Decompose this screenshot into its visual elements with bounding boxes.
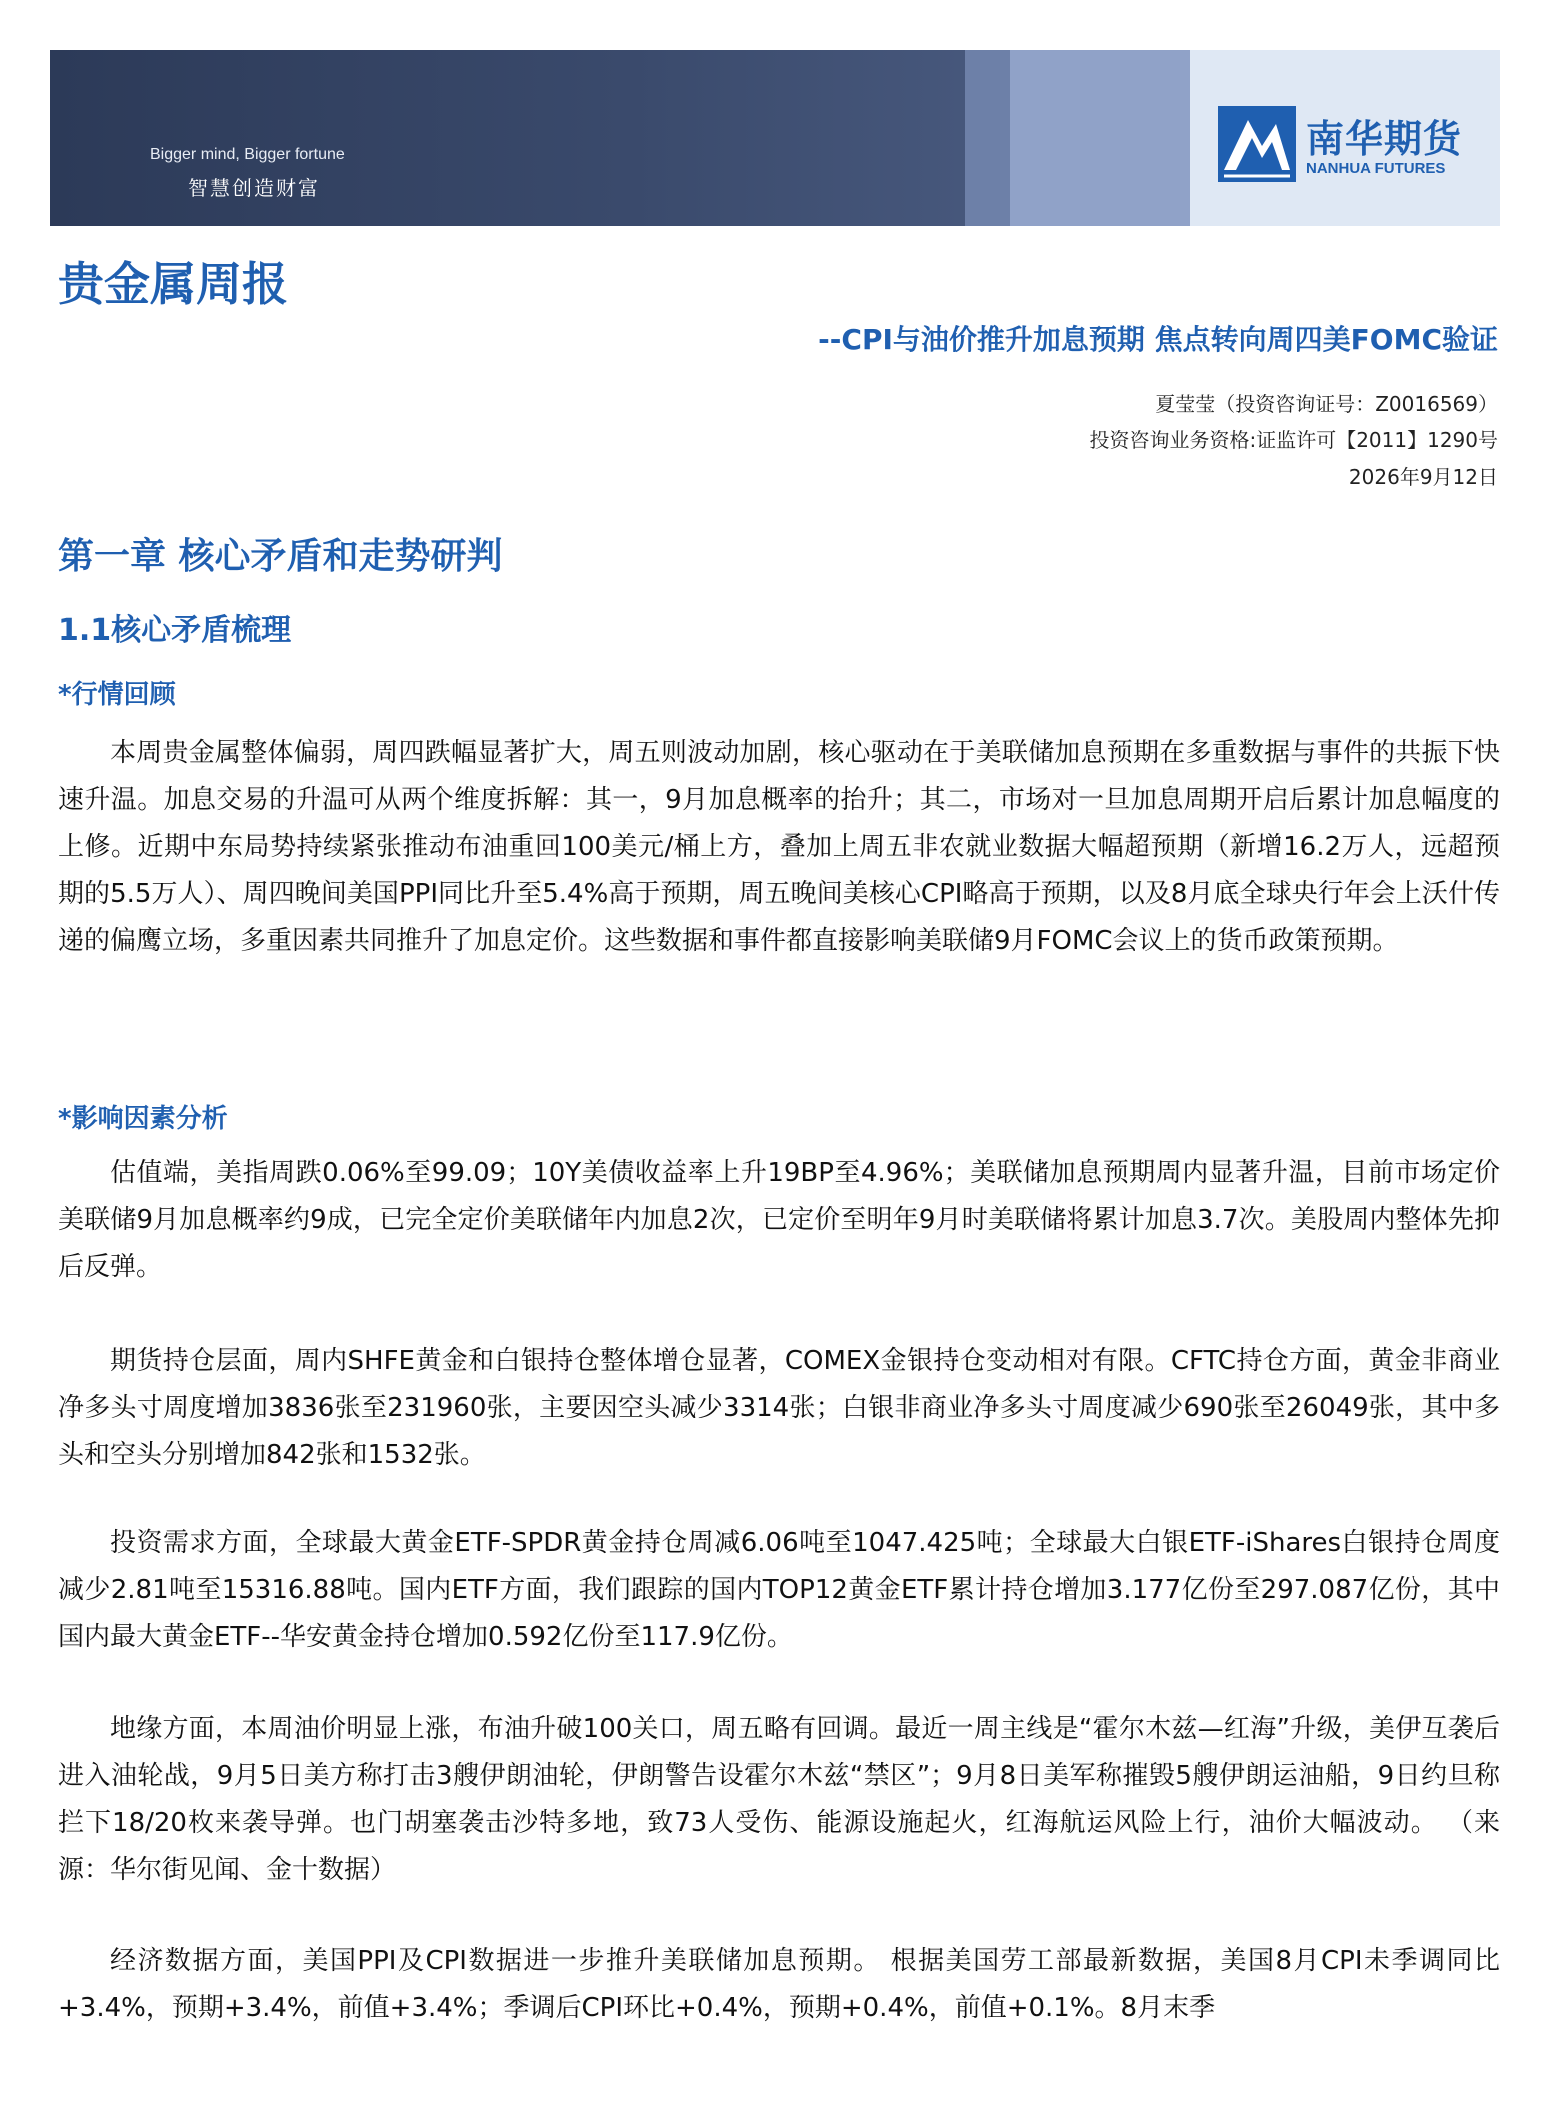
- subheading-market-review: *行情回顾: [58, 680, 176, 710]
- paragraph-valuation: 估值端，美指周跌0.06%至99.09；10Y美债收益率上升19BP至4.96%；美联储加息预期周内显著升温，目前市场定价美联储9月加息概率约9成，已完全定价美联储年内加息2次，已定价至明年9月时美联储将累计加息3.7次。美股周内整体先抑后反弹。: [58, 1158, 1500, 1282]
- paragraph-investment-demand: 投资需求方面，全球最大黄金ETF-SPDR黄金持仓周减6.06吨至1047.425吨；全球最大白银ETF-iShares白银持仓周度减少2.81吨至15316.88吨。国内ETF方面，我们跟踪的国内TOP12黄金ETF累计持仓增加3.177亿份至297.087亿份，其中国内最大黄金ETF--华安黄金持仓增加0.592亿份至117.9亿份。: [58, 1528, 1500, 1652]
- subheading-factor-analysis: *影响因素分析: [58, 1104, 228, 1134]
- banner-stripe: [965, 50, 1010, 226]
- slogan-english: Bigger mind, Bigger fortune: [150, 146, 345, 163]
- banner-stripe: [1010, 50, 1190, 226]
- section-heading: 1.1核心矛盾梳理: [58, 613, 292, 648]
- logo-text-chinese: 南华期货: [1306, 117, 1463, 161]
- company-logo: [1218, 104, 1488, 184]
- nanhua-logo-icon: [1218, 106, 1296, 182]
- author-line: 夏莹莹（投资咨询证号：Z0016569）: [1155, 392, 1498, 416]
- report-date: 2026年9月12日: [1348, 465, 1498, 489]
- paragraph-geopolitics: 地缘方面，本周油价明显上涨，布油升破100关口，周五略有回调。最近一周主线是“霍尔木兹—红海”升级，美伊互袭后进入油轮战，9月5日美方称打击3艘伊朗油轮，伊朗警告设霍尔木兹“禁区”；9月8日美军称摧毁5艘伊朗运油船，9日约旦称拦下18/20枚来袭导弹。也门胡塞袭击沙特多地，致73人受伤、能源设施起火，红海航运风险上行，油价大幅波动。 （来源：华尔街见闻、金十数据）: [58, 1714, 1500, 1885]
- header-banner: [50, 50, 1500, 226]
- paragraph-positions: 期货持仓层面，周内SHFE黄金和白银持仓整体增仓显著，COMEX金银持仓变动相对有限。CFTC持仓方面，黄金非商业净多头寸周度增加3836张至231960张，主要因空头减少3314张；白银非商业净多头寸周度减少690张至26049张，其中多头和空头分别增加842张和1532张。: [58, 1346, 1500, 1470]
- paragraph-market-review: 本周贵金属整体偏弱，周四跌幅显著扩大，周五则波动加剧，核心驱动在于美联储加息预期在多重数据与事件的共振下快速升温。加息交易的升温可从两个维度拆解：其一，9月加息概率的抬升；其二，市场对一旦加息周期开启后累计加息幅度的上修。近期中东局势持续紧张推动布油重回100美元/桶上方，叠加上周五非农就业数据大幅超预期（新增16.2万人，远超预期的5.5万人）、周四晚间美国PPI同比升至5.4%高于预期，周五晚间美核心CPI略高于预期，以及8月底全球央行年会上沃什传递的偏鹰立场，多重因素共同推升了加息定价。这些数据和事件都直接影响美联储9月FOMC会议上的货币政策预期。: [58, 738, 1500, 956]
- report-title: 贵金属周报: [58, 257, 288, 311]
- license-line: 投资咨询业务资格:证监许可【2011】1290号: [1089, 428, 1498, 452]
- slogan-chinese: 智慧创造财富: [188, 176, 320, 200]
- logo-text-english: NANHUA FUTURES: [1306, 160, 1446, 177]
- paragraph-economic-data: 经济数据方面，美国PPI及CPI数据进一步推升美联储加息预期。 根据美国劳工部最新数据，美国8月CPI未季调同比+3.4%，预期+3.4%，前值+3.4%；季调后CPI环比+0.4%，预期+0.4%，前值+0.1%。8月末季: [58, 1946, 1500, 2023]
- report-subtitle: --CPI与油价推升加息预期 焦点转向周四美FOMC验证: [818, 323, 1498, 356]
- chapter-heading: 第一章 核心矛盾和走势研判: [58, 536, 503, 577]
